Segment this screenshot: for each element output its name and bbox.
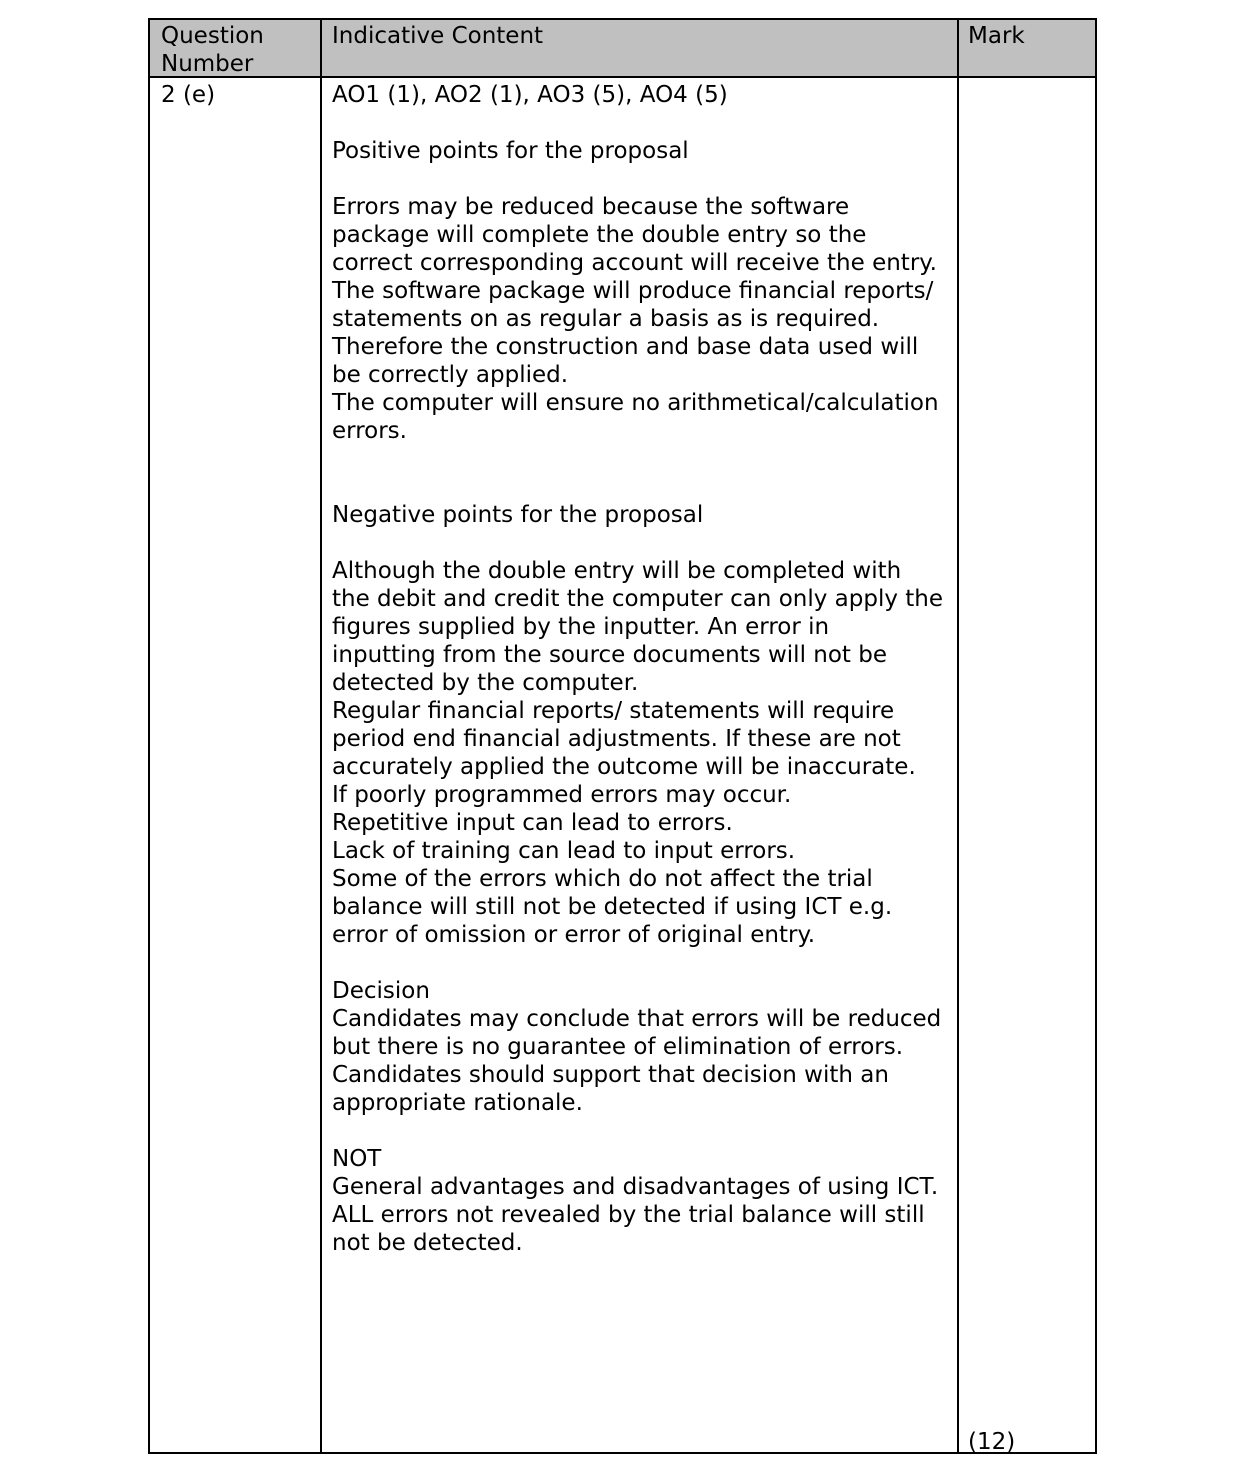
header-indicative-content: Indicative Content [332, 23, 544, 49]
not-line: not be detected. [332, 1230, 523, 1256]
negative-line: accurately applied the outcome will be inaccurate. [332, 754, 916, 780]
negative-heading: Negative points for the proposal [332, 502, 704, 528]
positive-heading: Positive points for the proposal [332, 138, 689, 164]
mark-value: (12) [968, 1429, 1016, 1455]
negative-line: figures supplied by the inputter. An error in [332, 614, 830, 640]
positive-line: The computer will ensure no arithmetical/calculation [332, 390, 939, 416]
decision-line: Candidates may conclude that errors will be reduced [332, 1006, 942, 1032]
negative-line: error of omission or error of original entry. [332, 922, 816, 948]
decision-line: appropriate rationale. [332, 1090, 583, 1116]
negative-line: balance will still not be detected if using ICT e.g. [332, 894, 893, 920]
decision-line: but there is no guarantee of elimination of errors. [332, 1034, 904, 1060]
positive-line: correct corresponding account will receive the entry. [332, 250, 937, 276]
header-question-number: Question Number [161, 23, 264, 77]
indicative-content [332, 81, 952, 1257]
negative-line: Although the double entry will be completed with [332, 558, 902, 584]
decision-line: Candidates should support that decision with an [332, 1062, 889, 1088]
question-number: 2 (e) [161, 82, 216, 108]
negative-line: Lack of training can lead to input errors. [332, 838, 796, 864]
positive-line: statements on as regular a basis as is required. [332, 306, 880, 332]
not-line: General advantages and disadvantages of using ICT. [332, 1174, 939, 1200]
positive-line: be correctly applied. [332, 362, 569, 388]
negative-line: inputting from the source documents will not be [332, 642, 887, 668]
negative-line: detected by the computer. [332, 670, 639, 696]
negative-line: period end financial adjustments. If these are not [332, 726, 901, 752]
positive-line: The software package will produce financial reports/ [332, 278, 934, 304]
positive-line: errors. [332, 418, 407, 444]
negative-line: Some of the errors which do not affect the trial [332, 866, 873, 892]
assessment-objectives: AO1 (1), AO2 (1), AO3 (5), AO4 (5) [332, 82, 728, 108]
positive-line: package will complete the double entry so the [332, 222, 867, 248]
not-heading: NOT [332, 1146, 382, 1172]
positive-line: Errors may be reduced because the software [332, 194, 850, 220]
negative-line: Regular financial reports/ statements will require [332, 698, 895, 724]
column-divider [957, 20, 959, 1452]
positive-line: Therefore the construction and base data used will [332, 334, 919, 360]
header-mark: Mark [968, 23, 1025, 49]
negative-line: If poorly programmed errors may occur. [332, 782, 792, 808]
column-divider [320, 20, 322, 1452]
negative-line: the debit and credit the computer can only apply the [332, 586, 944, 612]
decision-heading: Decision [332, 978, 430, 1004]
mark-scheme-table [148, 18, 1097, 1454]
not-line: ALL errors not revealed by the trial balance will still [332, 1202, 925, 1228]
negative-line: Repetitive input can lead to errors. [332, 810, 733, 836]
